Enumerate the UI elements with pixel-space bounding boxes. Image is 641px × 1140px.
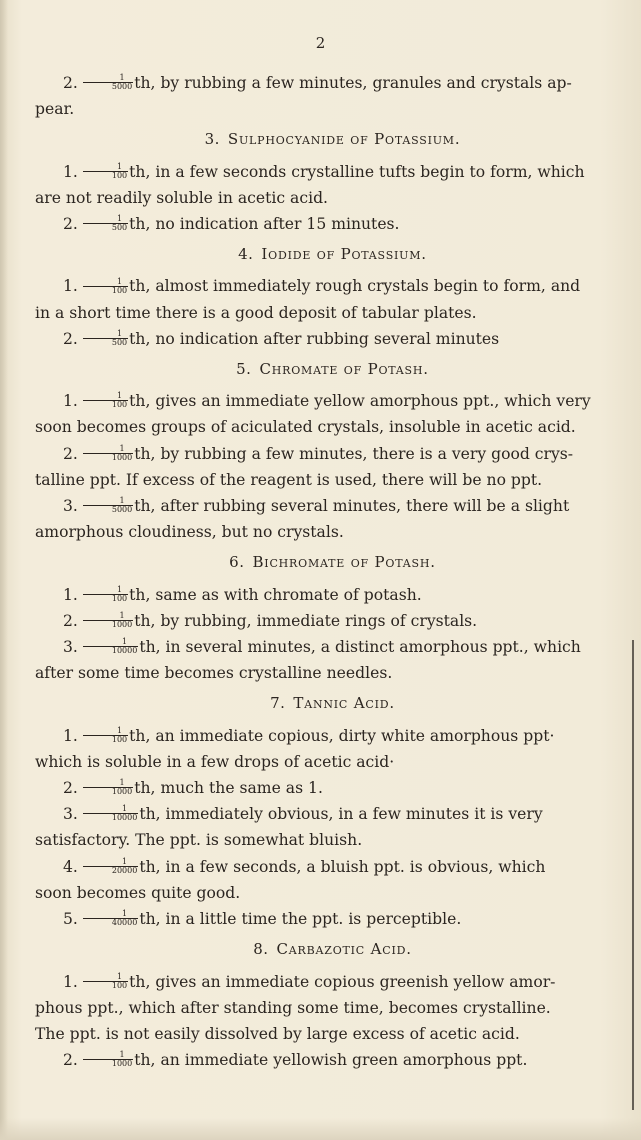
fraction bbox=[83, 910, 138, 927]
entry-continuation: are not readily soluble in acetic acid. bbox=[35, 188, 329, 207]
entry-item bbox=[35, 634, 630, 686]
fraction bbox=[83, 278, 128, 295]
section-heading bbox=[35, 241, 630, 267]
section-number: 5. bbox=[236, 360, 252, 379]
fraction-numerator: 1 bbox=[83, 215, 128, 224]
fraction-denominator: 1000 bbox=[111, 452, 133, 462]
fraction-numerator: 1 bbox=[83, 910, 138, 919]
fraction-denominator: 10000 bbox=[111, 646, 138, 656]
entry-text: th, an immediate copious, dirty white amorphous ppt· bbox=[129, 726, 555, 745]
section-title: Carbazotic Acid. bbox=[276, 940, 412, 959]
entry-number: 1. bbox=[63, 392, 78, 411]
entry-item bbox=[35, 801, 630, 853]
entry-number: 1. bbox=[63, 726, 78, 745]
fraction-denominator: 100 bbox=[111, 593, 128, 603]
entry-number: 2. bbox=[63, 329, 78, 348]
fraction bbox=[83, 973, 128, 990]
fraction bbox=[83, 215, 128, 232]
entry-item bbox=[35, 906, 630, 932]
fraction-denominator: 5000 bbox=[111, 505, 133, 515]
fraction bbox=[83, 74, 133, 91]
margin-rule bbox=[632, 640, 634, 1110]
section-number: 3. bbox=[204, 130, 220, 149]
entry-number: 3. bbox=[63, 638, 78, 657]
fraction bbox=[83, 392, 128, 409]
fraction bbox=[83, 779, 133, 796]
entry-item bbox=[35, 582, 630, 608]
fraction bbox=[83, 612, 133, 629]
fraction-numerator: 1 bbox=[83, 1051, 133, 1060]
entry-continuation: talline ppt. If excess of the reagent is used, there will be no ppt. bbox=[35, 470, 543, 489]
fraction-denominator: 1000 bbox=[111, 787, 133, 797]
entry-item bbox=[35, 723, 630, 775]
entry-number: 2. bbox=[63, 74, 78, 92]
entry-text: th, almost immediately rough crystals begin to form, and bbox=[129, 277, 581, 296]
entry-item bbox=[35, 70, 630, 122]
entry-text: th, after rubbing several minutes, there will be a slight bbox=[134, 497, 570, 516]
entry-continuation: satisfactory. The ppt. is somewhat bluish. bbox=[35, 831, 363, 850]
section-title: Sulphocyanide of Potassium. bbox=[227, 130, 461, 149]
section-heading bbox=[35, 936, 630, 962]
entry-number: 3. bbox=[63, 497, 78, 516]
section-title: Iodide of Potassium. bbox=[261, 245, 427, 264]
section-number: 8. bbox=[253, 940, 269, 959]
entry-number: 2. bbox=[63, 611, 78, 630]
document-body bbox=[35, 70, 630, 1073]
section-heading bbox=[35, 356, 630, 382]
fraction-numerator: 1 bbox=[83, 445, 133, 454]
entry-text: th, by rubbing a few minutes, there is a very good crys- bbox=[134, 444, 574, 463]
fraction-numerator: 1 bbox=[83, 779, 133, 788]
fraction bbox=[83, 497, 133, 514]
entry-item bbox=[35, 493, 630, 545]
fraction-denominator: 1000 bbox=[111, 1059, 133, 1069]
entry-continuation: phous ppt., which after standing some time, becomes crystalline. bbox=[35, 998, 551, 1017]
entry-item bbox=[35, 273, 630, 325]
section-number: 6. bbox=[229, 553, 245, 572]
entry-number: 2. bbox=[63, 215, 78, 234]
fraction-numerator: 1 bbox=[83, 612, 133, 621]
fraction bbox=[83, 445, 133, 462]
entry-number: 4. bbox=[63, 857, 78, 876]
fraction-denominator: 500 bbox=[111, 223, 128, 233]
fraction-denominator: 100 bbox=[111, 400, 128, 410]
entry-text: th, much the same as 1. bbox=[134, 779, 323, 798]
entry-continuation: after some time becomes crystalline needles. bbox=[35, 664, 393, 683]
entry-number: 2. bbox=[63, 1051, 78, 1070]
entry-item bbox=[35, 1047, 630, 1073]
bottom-edge-shadow bbox=[0, 1118, 641, 1140]
entry-text: th, no indication after rubbing several minutes bbox=[129, 329, 500, 348]
entry-continuation: amorphous cloudiness, but no crystals. bbox=[35, 523, 344, 542]
entry-continuation: in a short time there is a good deposit of tabular plates. bbox=[35, 303, 477, 322]
fraction-numerator: 1 bbox=[83, 727, 128, 736]
entry-item bbox=[35, 854, 630, 906]
entry-text: th, in a few seconds, a bluish ppt. is obvious, which bbox=[139, 857, 546, 876]
entry-continuation: pear. bbox=[35, 100, 75, 119]
entry-continuation: soon becomes quite good. bbox=[35, 883, 241, 902]
fraction-numerator: 1 bbox=[83, 392, 128, 401]
fraction bbox=[83, 586, 128, 603]
page-number: 2 bbox=[315, 34, 326, 52]
entry-continuation: which is soluble in a few drops of acetic acid· bbox=[35, 752, 395, 771]
fraction-denominator: 100 bbox=[111, 285, 128, 295]
section-title: Tannic Acid. bbox=[293, 694, 395, 713]
entry-text: th, gives an immediate copious greenish yellow amor- bbox=[129, 972, 556, 991]
fraction-denominator: 20000 bbox=[111, 865, 138, 875]
fraction-denominator: 500 bbox=[111, 338, 128, 348]
entry-text: th, same as with chromate of potash. bbox=[129, 585, 422, 604]
entry-text: th, gives an immediate yellow amorphous ppt., which very bbox=[129, 392, 591, 411]
entry-text: th, an immediate yellowish green amorphous ppt. bbox=[134, 1051, 528, 1070]
section-heading bbox=[35, 549, 630, 575]
fraction-numerator: 1 bbox=[83, 163, 128, 172]
fraction bbox=[83, 163, 128, 180]
entry-text: th, in several minutes, a distinct amorphous ppt., which bbox=[139, 638, 581, 657]
fraction-numerator: 1 bbox=[83, 973, 128, 982]
fraction-numerator: 1 bbox=[83, 858, 138, 867]
entry-text: th, by rubbing a few minutes, granules and crystals ap- bbox=[134, 74, 572, 92]
fraction-numerator: 1 bbox=[83, 330, 128, 339]
fraction bbox=[83, 330, 128, 347]
fraction-denominator: 5000 bbox=[111, 82, 133, 92]
entry-continuation: soon becomes groups of aciculated crystals, insoluble in acetic acid. bbox=[35, 418, 576, 437]
fraction-numerator: 1 bbox=[83, 586, 128, 595]
entry-item bbox=[35, 608, 630, 634]
fraction bbox=[83, 858, 138, 875]
fraction-denominator: 100 bbox=[111, 734, 128, 744]
entry-item bbox=[35, 441, 630, 493]
entry-number: 1. bbox=[63, 585, 78, 604]
entry-number: 1. bbox=[63, 277, 78, 296]
entry-item bbox=[35, 969, 630, 1048]
section-heading bbox=[35, 126, 630, 152]
entry-number: 2. bbox=[63, 444, 78, 463]
fraction-denominator: 1000 bbox=[111, 620, 133, 630]
entry-item bbox=[35, 326, 630, 352]
fraction-numerator: 1 bbox=[83, 278, 128, 287]
entry-number: 1. bbox=[63, 972, 78, 991]
entry-item bbox=[35, 211, 630, 237]
entry-item bbox=[35, 388, 630, 440]
entry-number: 5. bbox=[63, 910, 78, 929]
fraction-denominator: 10000 bbox=[111, 813, 138, 823]
fraction-denominator: 40000 bbox=[111, 918, 138, 928]
fraction-numerator: 1 bbox=[83, 805, 138, 814]
fraction-numerator: 1 bbox=[83, 497, 133, 506]
fraction bbox=[83, 727, 128, 744]
fraction-numerator: 1 bbox=[83, 638, 138, 647]
entry-item bbox=[35, 775, 630, 801]
fraction bbox=[83, 638, 138, 655]
entry-number: 2. bbox=[63, 779, 78, 798]
entry-number: 3. bbox=[63, 805, 78, 824]
fraction-denominator: 100 bbox=[111, 170, 128, 180]
fraction bbox=[83, 805, 138, 822]
section-number: 7. bbox=[270, 694, 286, 713]
section-title: Chromate of Potash. bbox=[259, 360, 429, 379]
binding-edge-shadow bbox=[0, 0, 8, 1140]
entry-item bbox=[35, 159, 630, 211]
entry-text: th, immediately obvious, in a few minutes it is very bbox=[139, 805, 543, 824]
section-heading bbox=[35, 690, 630, 716]
entry-number: 1. bbox=[63, 162, 78, 181]
fraction-denominator: 100 bbox=[111, 980, 128, 990]
entry-text: th, no indication after 15 minutes. bbox=[129, 215, 400, 234]
entry-text: th, in a little time the ppt. is perceptible. bbox=[139, 910, 462, 929]
section-number: 4. bbox=[238, 245, 254, 264]
entry-text: th, in a few seconds crystalline tufts begin to form, which bbox=[129, 162, 585, 181]
fraction-numerator: 1 bbox=[83, 74, 133, 83]
entry-text: th, by rubbing, immediate rings of crystals. bbox=[134, 611, 478, 630]
section-title: Bichromate of Potash. bbox=[252, 553, 436, 572]
fraction bbox=[83, 1051, 133, 1068]
entry-continuation: The ppt. is not easily dissolved by large excess of acetic acid. bbox=[35, 1024, 520, 1043]
